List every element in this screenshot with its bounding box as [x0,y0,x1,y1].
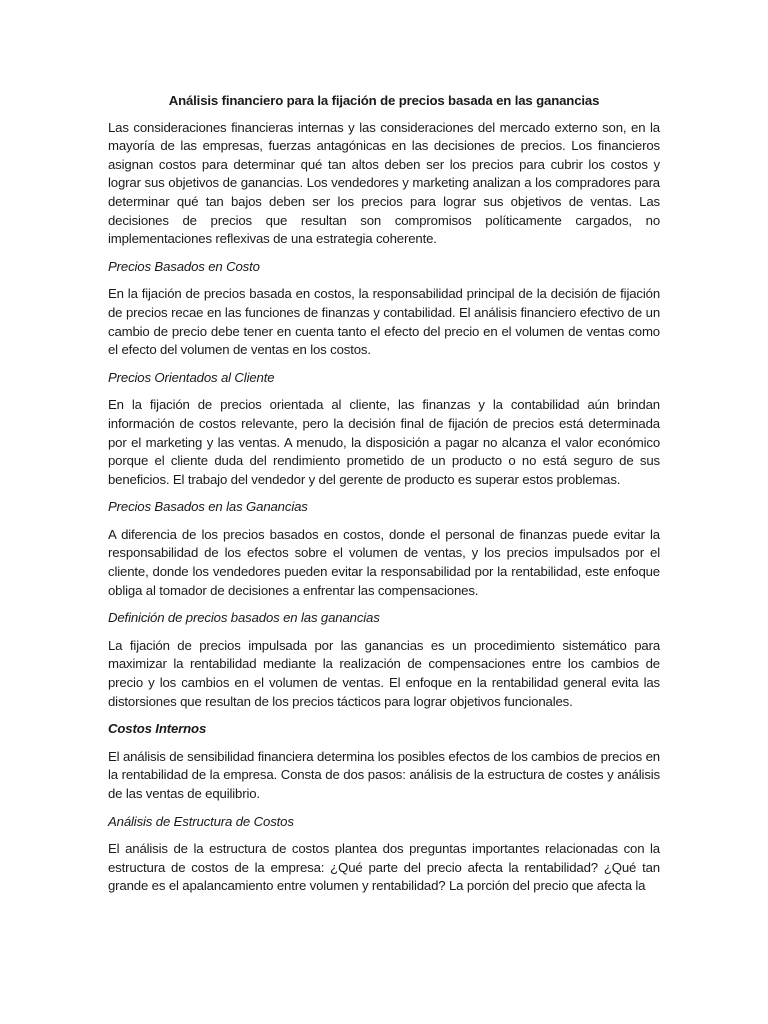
section-heading-cost-structure: Análisis de Estructura de Costos [108,813,294,829]
document-title: Análisis financiero para la fijación de precios basada en las ganancias [168,93,600,108]
section-body-definition: La fijación de precios impulsada por las ganancias es un procedimiento sistemático para maximizar la rentabilidad mediante la realización de compensaciones entre los cambios de precio y los cambios en el volumen de ventas. El enfoque en la rentabilidad general evita las distorsiones que resultan de los precios tácticos para lograr objetivos funcionales. [108,637,660,709]
intro-paragraph: Las consideraciones financieras internas y las consideraciones del mercado externo son, en la mayoría de las empresas, fuerzas antagónicas en las decisiones de precios. Los financieros asignan costos para determinar qué tan altos deben ser los precios para cubrir los costos y lograr sus objetivos de ganancias. Los vendedores y marketing analizan a los compradores para determinar qué tan bajos deben ser los precios para lograr sus objetivos de ventas. Las decisiones de precios que resultan son compromisos políticamente cargados, no implementaciones reflexivas de una estrategia coherente. [108,119,660,247]
section-body-cost-based: En la fijación de precios basada en costos, la responsabilidad principal de la decisión de fijación de precios recae en las funciones de finanzas y contabilidad. El análisis financiero efectivo de un cambio de precio debe tener en cuenta tanto el efecto del precio en el volumen de ventas como el efecto del volumen de ventas en los costos. [108,286,660,358]
section-heading-internal-costs: Costos Internos [108,721,207,737]
section-body-customer-oriented: En la fijación de precios orientada al cliente, las finanzas y la contabilidad aún brindan información de costos relevante, pero la decisión final de fijación de precios está determinada por el marketing y las ventas. A menudo, la disposición a pagar no alcanza el valor económico porque el cliente duda del rendimiento prometido de un producto o no está seguro de sus beneficios. El trabajo del vendedor y del gerente de producto es superar estos problemas. [108,397,660,487]
section-body-internal-costs: El análisis de sensibilidad financiera determina los posibles efectos de los cambios de precios en la rentabilidad de la empresa. Consta de dos pasos: análisis de la estructura de costes y análisis de las ventas de equilibrio. [108,748,660,801]
section-heading-customer-oriented: Precios Orientados al Cliente [108,369,275,385]
section-heading-profit-based: Precios Basados en las Ganancias [108,499,308,515]
section-heading-definition: Definición de precios basados en las ganancias [108,610,380,626]
section-body-cost-structure: El análisis de la estructura de costos plantea dos preguntas importantes relacionadas con la estructura de costos de la empresa: ¿Qué parte del precio afecta la rentabilidad? ¿Qué tan grande es el apalancamiento entre volumen y rentabilidad? La porción del precio que afecta la [108,841,660,894]
section-body-profit-based: A diferencia de los precios basados en costos, donde el personal de finanzas puede evitar la responsabilidad de los efectos sobre el volumen de ventas, y los precios impulsados por el cliente, donde los vendedores pueden evitar la responsabilidad por la rentabilidad, este enfoque obliga al tomador de decisiones a enfrentar las compensaciones. [108,526,660,598]
section-heading-cost-based: Precios Basados en Costo [108,258,260,274]
